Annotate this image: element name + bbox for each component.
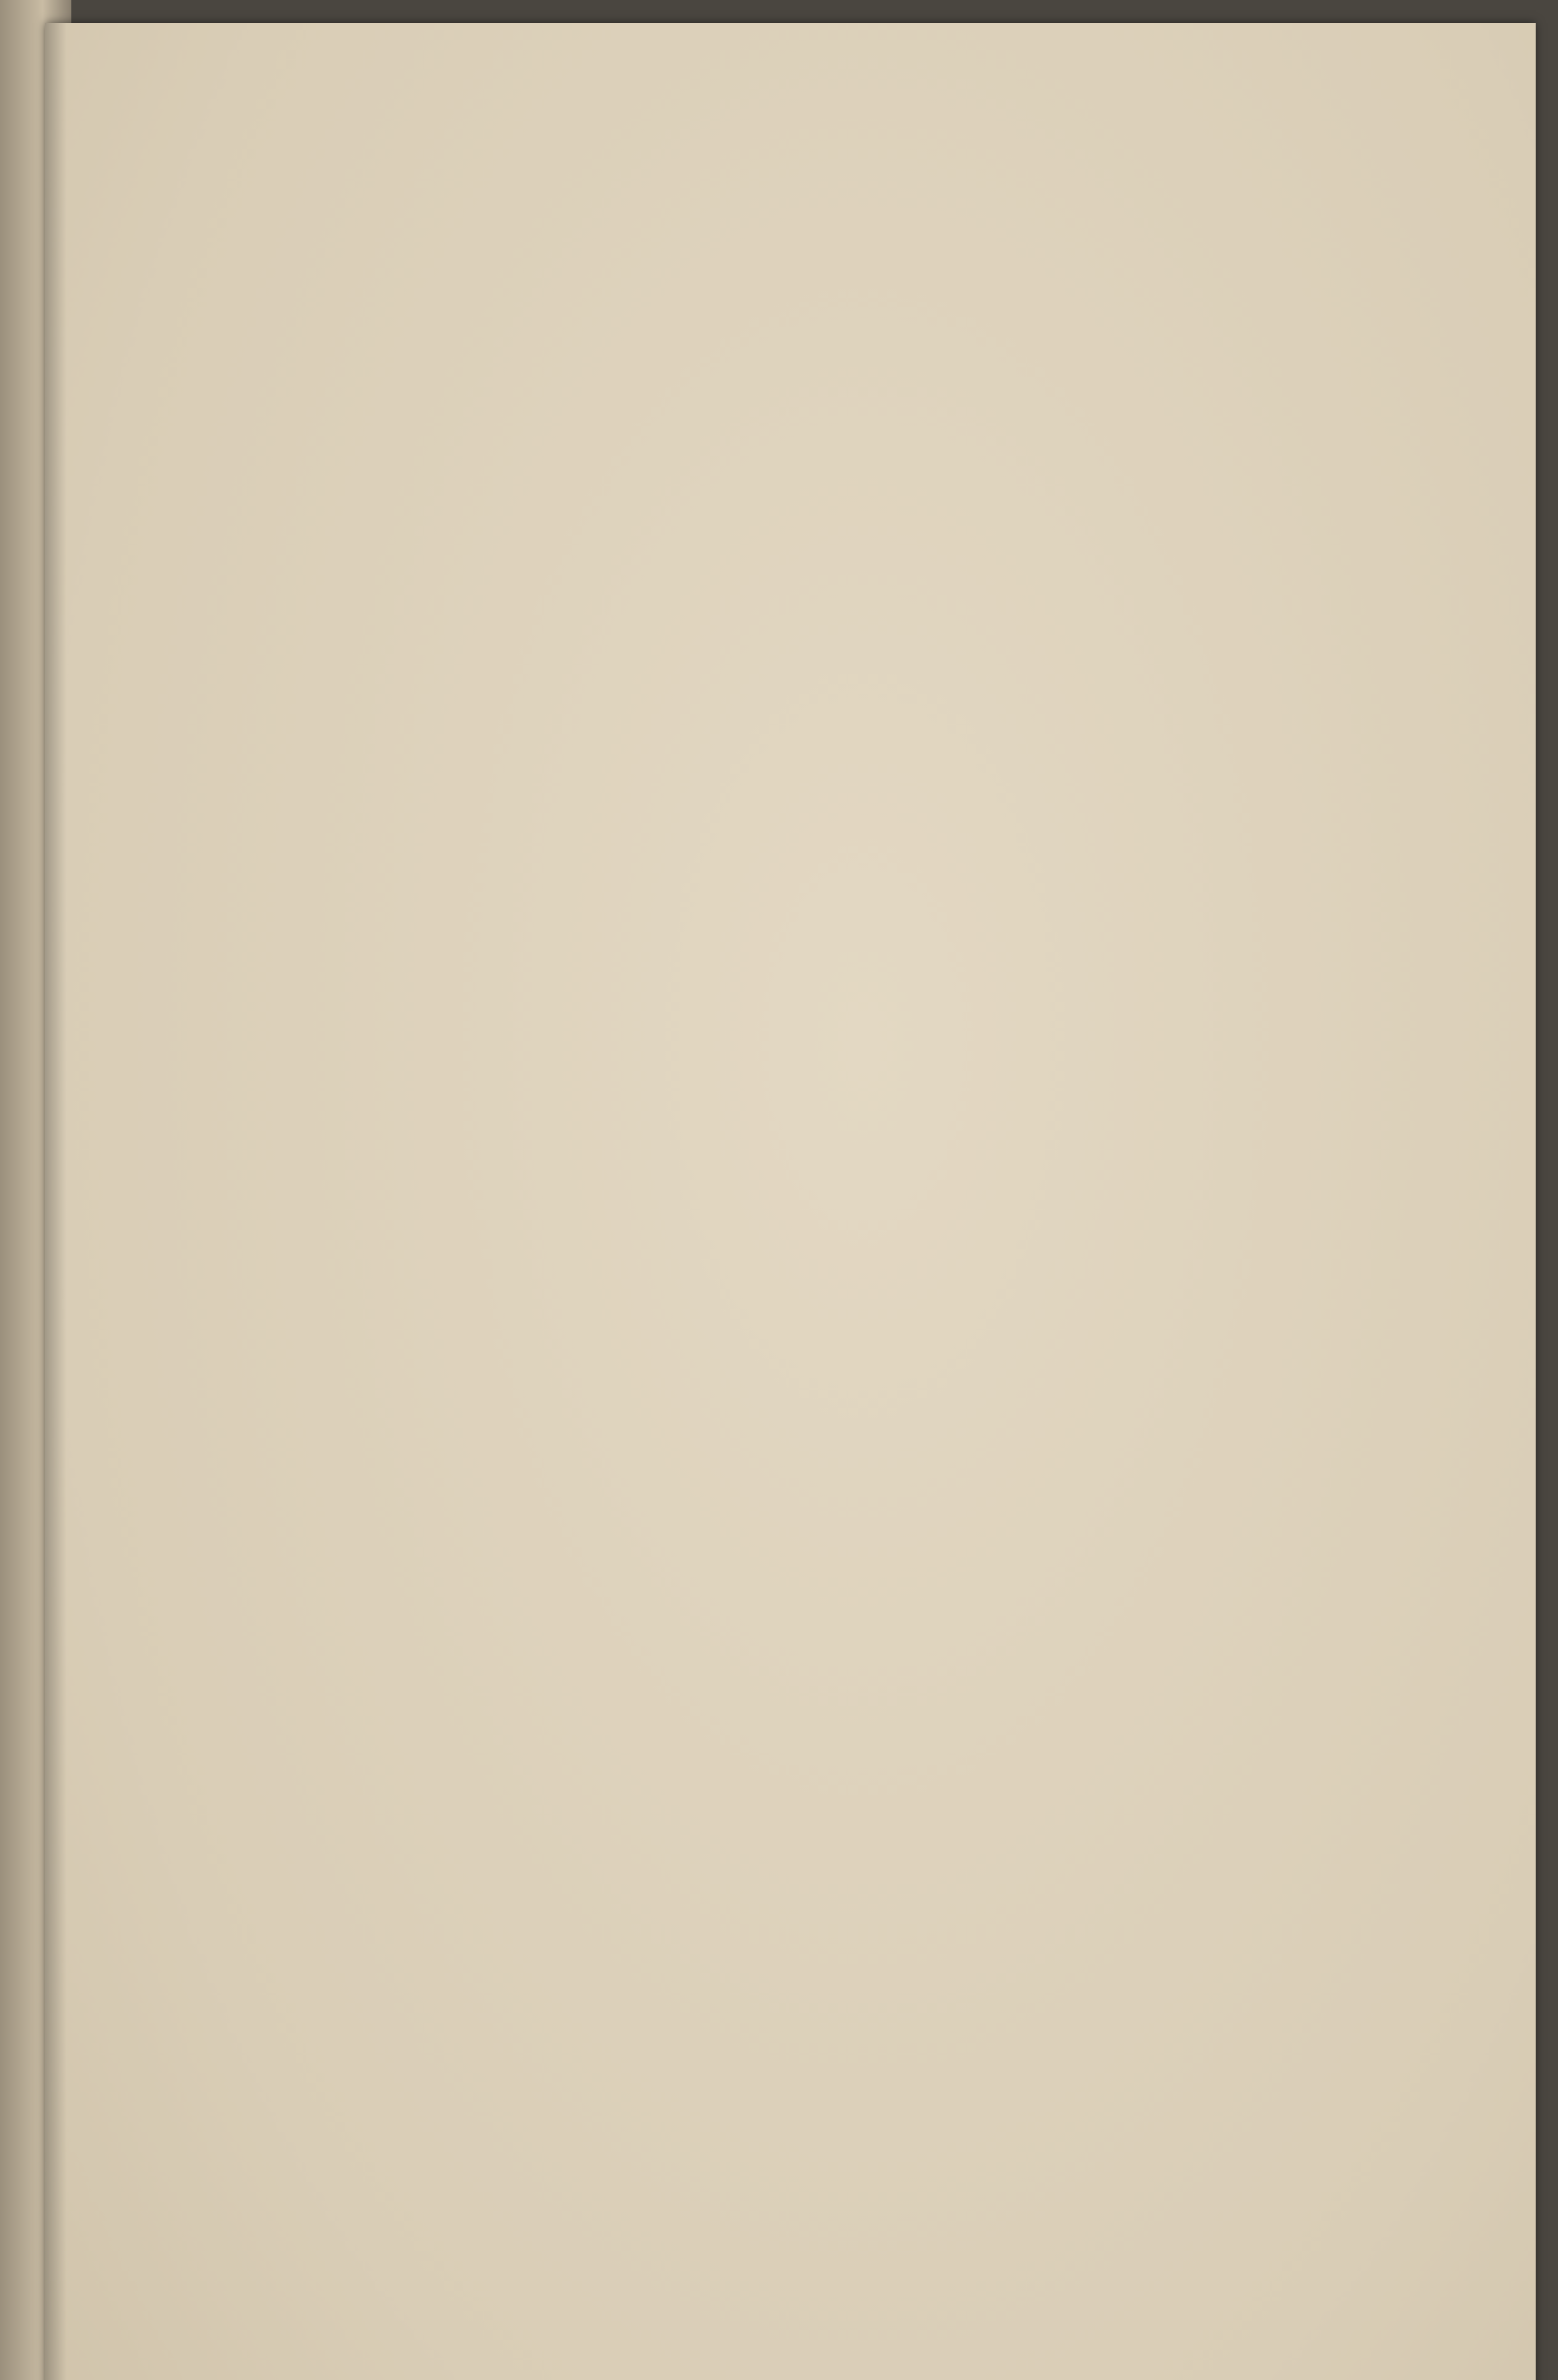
- document-page: [45, 23, 1536, 2380]
- page-gutter-shadow: [45, 23, 67, 2380]
